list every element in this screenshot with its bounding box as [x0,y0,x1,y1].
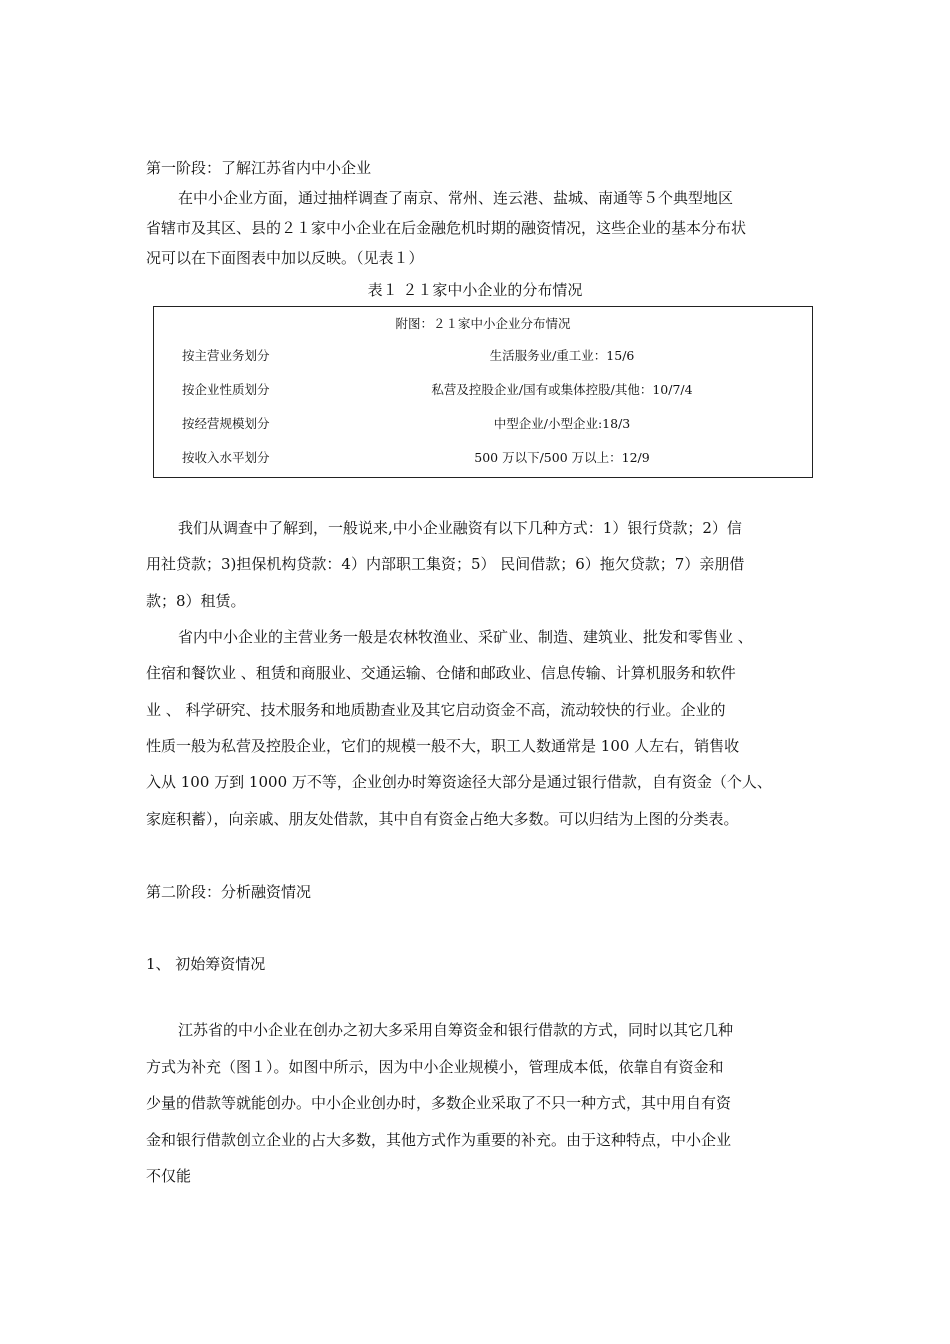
table-title: 附图：２１家中小企业分布情况 [395,316,571,331]
section2-subheading: 1、 初始筹资情况 [146,955,266,973]
row-value: 500 万以下/500 万以上：12/9 [474,450,650,465]
para3-line: 业 、 科学研究、技术服务和地质勘查业及其它启动资金不高，流动较快的行业。企业的 [146,701,726,719]
row-value: 中型企业/小型企业:18/3 [493,416,631,431]
para3-line: 住宿和餐饮业 、租赁和商服业、交通运输、仓储和邮政业、信息传输、计算机服务和软件 [146,664,736,682]
section1-para-line: 况可以在下面图表中加以反映。（见表１） [146,249,424,267]
para3-line: 省内中小企业的主营业务一般是农林牧渔业、采矿业、制造、建筑业、批发和零售业 、 [178,628,753,646]
para3-line: 性质一般为私营及控股企业，它们的规模一般不大，职工人数通常是 100 人左右，销售收 [146,737,740,755]
para2-line: 我们从调查中了解到，一般说来,中小企业融资有以下几种方式：1）银行贷款；2）信 [178,519,742,537]
para3-line: 家庭积蓄），向亲戚、朋友处借款，其中自有资金占绝大多数。可以归结为上图的分类表。 [146,810,739,828]
para3-line: 入从 100 万到 1000 万不等，企业创办时筹资途径大部分是通过银行借款，自有资金（个人、 [146,773,772,791]
para2-line: 款；8）租赁。 [146,592,246,610]
section2-para-line: 不仅能 [146,1167,192,1185]
section2-para-line: 方式为补充（图１）。如图中所示，因为中小企业规模小，管理成本低，依靠自有资金和 [146,1058,724,1076]
para2-line: 用社贷款；3)担保机构贷款：4）内部职工集资；5） 民间借款；6）拖欠贷款；7）亲朋借 [146,555,745,573]
row-label: 按收入水平划分 [182,450,270,465]
table-row [154,381,812,399]
section1-para-line: 省辖市及其区、县的２１家中小企业在后金融危机时期的融资情况，这些企业的基本分布状 [146,219,747,237]
row-label: 按经营规模划分 [182,416,270,431]
table-row [154,449,812,467]
distribution-table [153,306,813,478]
section1-heading: 第一阶段：了解江苏省内中小企业 [146,159,372,177]
section2-para-line: 江苏省的中小企业在创办之初大多采用自筹资金和银行借款的方式，同时以其它几种 [178,1021,734,1039]
section2-heading: 第二阶段：分析融资情况 [146,883,312,901]
row-label: 按主营业务划分 [182,348,270,363]
section2-para-line: 金和银行借款创立企业的占大多数，其他方式作为重要的补充。由于这种特点，中小企业 [146,1131,732,1149]
table-caption: 表１ ２１家中小企业的分布情况 [367,281,583,299]
table-row [154,415,812,433]
row-value: 私营及控股企业/国有或集体控股/其他：10/7/4 [431,382,693,397]
row-label: 按企业性质划分 [182,382,270,397]
row-value: 生活服务业/重工业：15/6 [489,348,635,363]
section2-para-line: 少量的借款等就能创办。中小企业创办时，多数企业采取了不只一种方式，其中用自有资 [146,1094,732,1112]
section1-para-line: 在中小企业方面，通过抽样调查了南京、常州、连云港、盐城、南通等５个典型地区 [178,189,734,207]
table-row [154,347,812,365]
